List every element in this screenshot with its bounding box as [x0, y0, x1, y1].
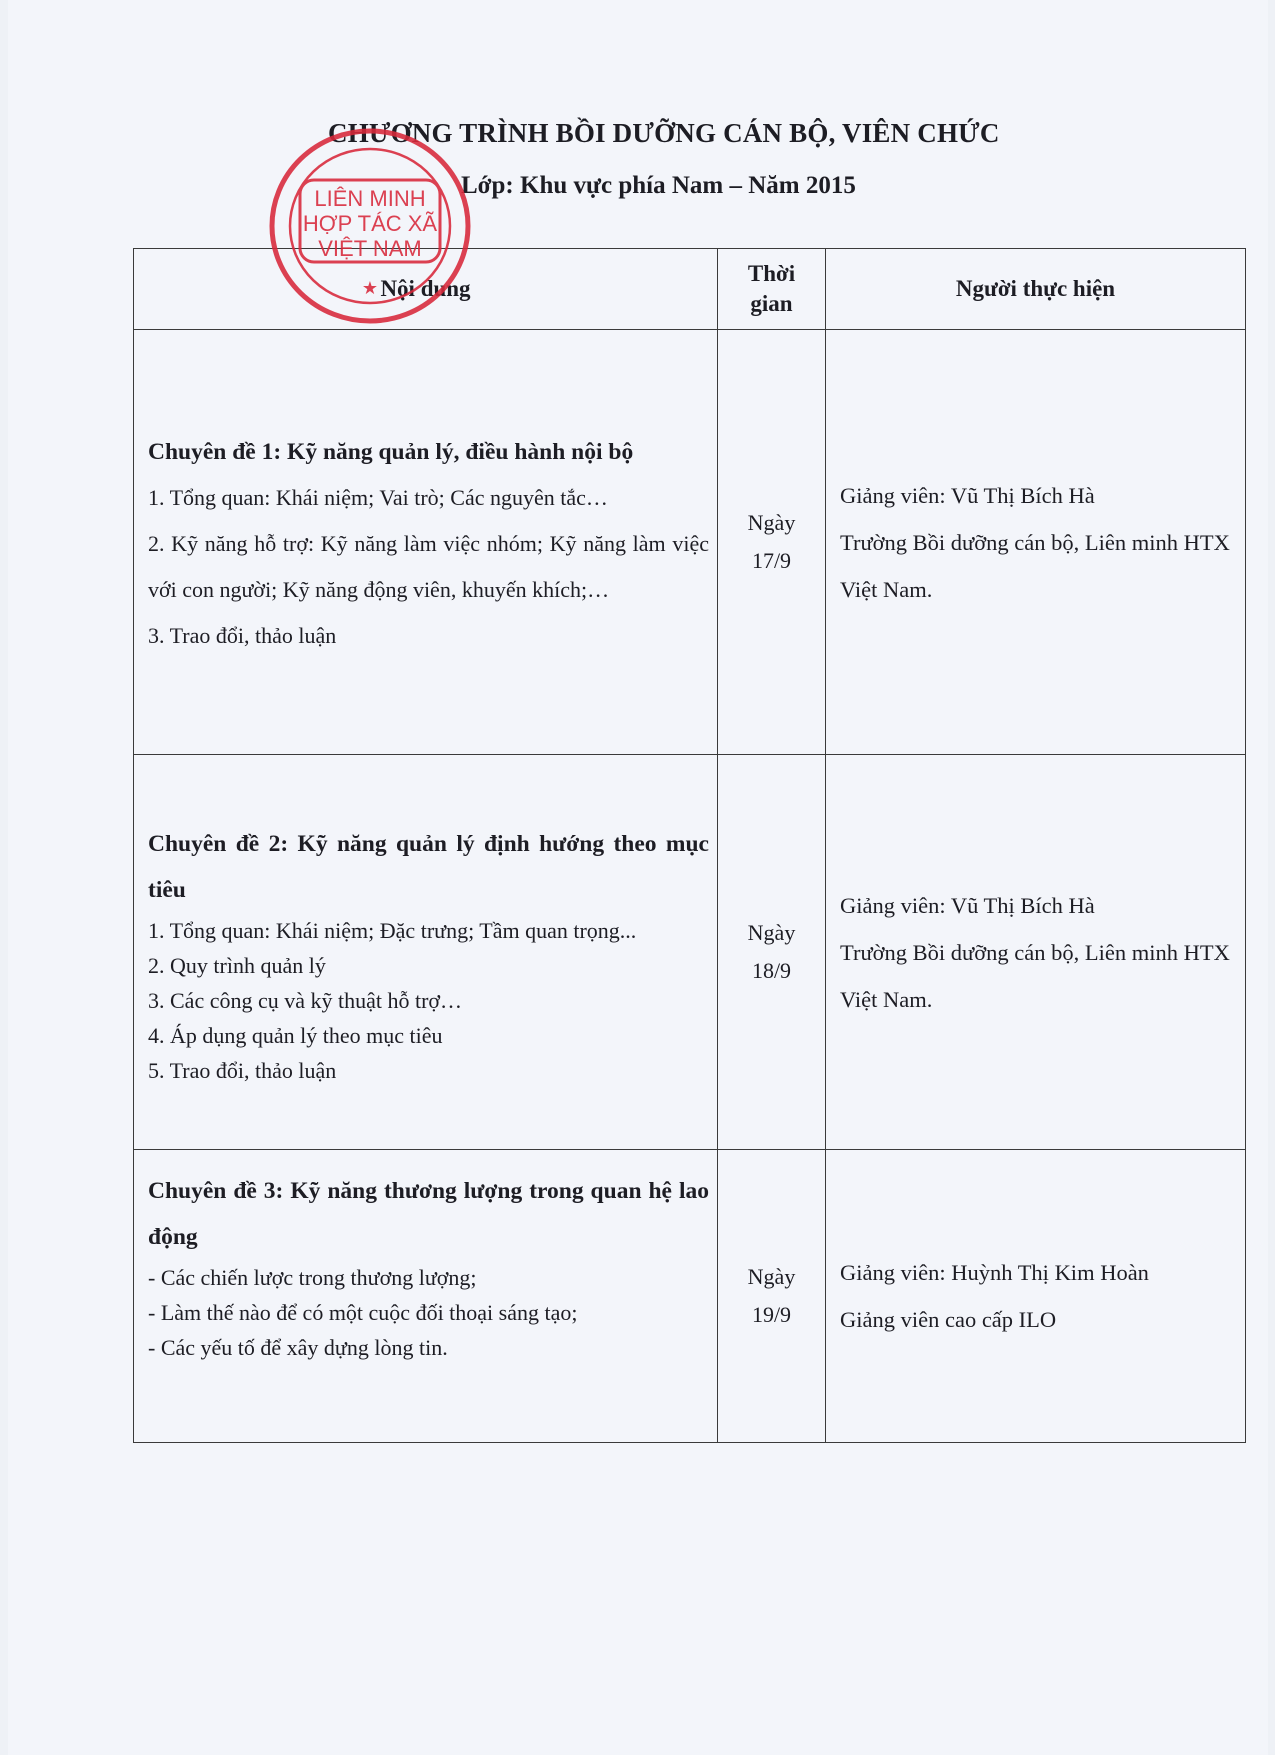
header-time: [718, 249, 826, 330]
table-row: [134, 755, 1246, 1150]
topic-item: 1. Tổng quan: Khái niệm; Vai trò; Các nguyên tắc…: [148, 485, 608, 510]
lecturer-name: Giảng viên: Vũ Thị Bích Hà: [840, 892, 1095, 918]
table-row: [134, 330, 1246, 755]
lecturer-name: Giảng viên: Huỳnh Thị Kim Hoàn: [840, 1260, 1149, 1285]
topic-title: Chuyên đề 2: Kỹ năng quản lý định hướng theo mục tiêu: [148, 830, 709, 903]
program-table: [133, 248, 1246, 1443]
stamp-line-1: LIÊN MINH: [314, 186, 426, 211]
topic-item: 2. Kỹ năng hỗ trợ: Kỹ năng làm việc nhóm; Kỹ năng làm việc với con người; Kỹ năng động viên, khuyến khích;…: [148, 531, 709, 602]
header-person: Người thực hiện: [826, 249, 1246, 330]
star-icon: ★: [361, 278, 379, 298]
date-cell: [718, 330, 826, 755]
topic-title: Chuyên đề 3: Kỹ năng thương lượng trong quan hệ lao động: [148, 1178, 709, 1250]
topic-item: 2. Quy trình quản lý: [148, 952, 326, 978]
topic-item: - Làm thế nào để có một cuộc đối thoại sáng tạo;: [148, 1300, 578, 1325]
document-page: [8, 0, 1268, 1755]
lecturer-affiliation: Giảng viên cao cấp ILO: [840, 1307, 1057, 1332]
document-subtitle: Lớp: Khu vực phía Nam – Năm 2015: [461, 172, 856, 199]
person-cell: [826, 330, 1246, 755]
topic-item: 4. Áp dụng quản lý theo mục tiêu: [148, 1022, 443, 1048]
date-label: Ngày: [747, 920, 796, 945]
header-content: Nội dung: [134, 249, 718, 330]
header-time-line2: gian: [750, 291, 793, 316]
date-value: 17/9: [751, 548, 792, 573]
topic-item: - Các yếu tố để xây dựng lòng tin.: [148, 1335, 448, 1360]
topic-item: 3. Trao đổi, thảo luận: [148, 623, 337, 648]
topic-content-cell: [134, 755, 718, 1150]
stamp-line-2: HỢP TÁC XÃ: [302, 211, 438, 236]
table-row: [134, 1150, 1246, 1443]
date-label: Ngày: [747, 510, 796, 535]
date-label: Ngày: [747, 1264, 796, 1289]
date-value: 19/9: [751, 1302, 792, 1327]
document-title: CHƯƠNG TRÌNH BỒI DƯỠNG CÁN BỘ, VIÊN CHỨC: [328, 118, 1000, 148]
date-cell: [718, 755, 826, 1150]
person-cell: [826, 1150, 1246, 1443]
header-time-line1: Thời: [747, 261, 796, 286]
topic-content-cell: [134, 330, 718, 755]
topic-item: - Các chiến lược trong thương lượng;: [148, 1265, 477, 1290]
lecturer-affiliation: Trường Bồi dưỡng cán bộ, Liên minh HTX Việt Nam.: [840, 939, 1230, 1012]
person-cell: [826, 755, 1246, 1150]
topic-item: 5. Trao đổi, thảo luận: [148, 1057, 337, 1083]
topic-content-cell: [134, 1150, 718, 1443]
stamp-line-3: VIỆT NAM: [318, 236, 422, 261]
lecturer-affiliation: Trường Bồi dưỡng cán bộ, Liên minh HTX Việt Nam.: [840, 529, 1230, 602]
lecturer-name: Giảng viên: Vũ Thị Bích Hà: [840, 482, 1095, 508]
topic-title: Chuyên đề 1: Kỹ năng quản lý, điều hành nội bộ: [148, 439, 634, 465]
topic-item: 3. Các công cụ và kỹ thuật hỗ trợ…: [148, 987, 463, 1013]
date-value: 18/9: [751, 958, 792, 983]
official-seal-stamp: [258, 118, 488, 338]
topic-item: 1. Tổng quan: Khái niệm; Đặc trưng; Tầm quan trọng...: [148, 917, 637, 943]
date-cell: [718, 1150, 826, 1443]
